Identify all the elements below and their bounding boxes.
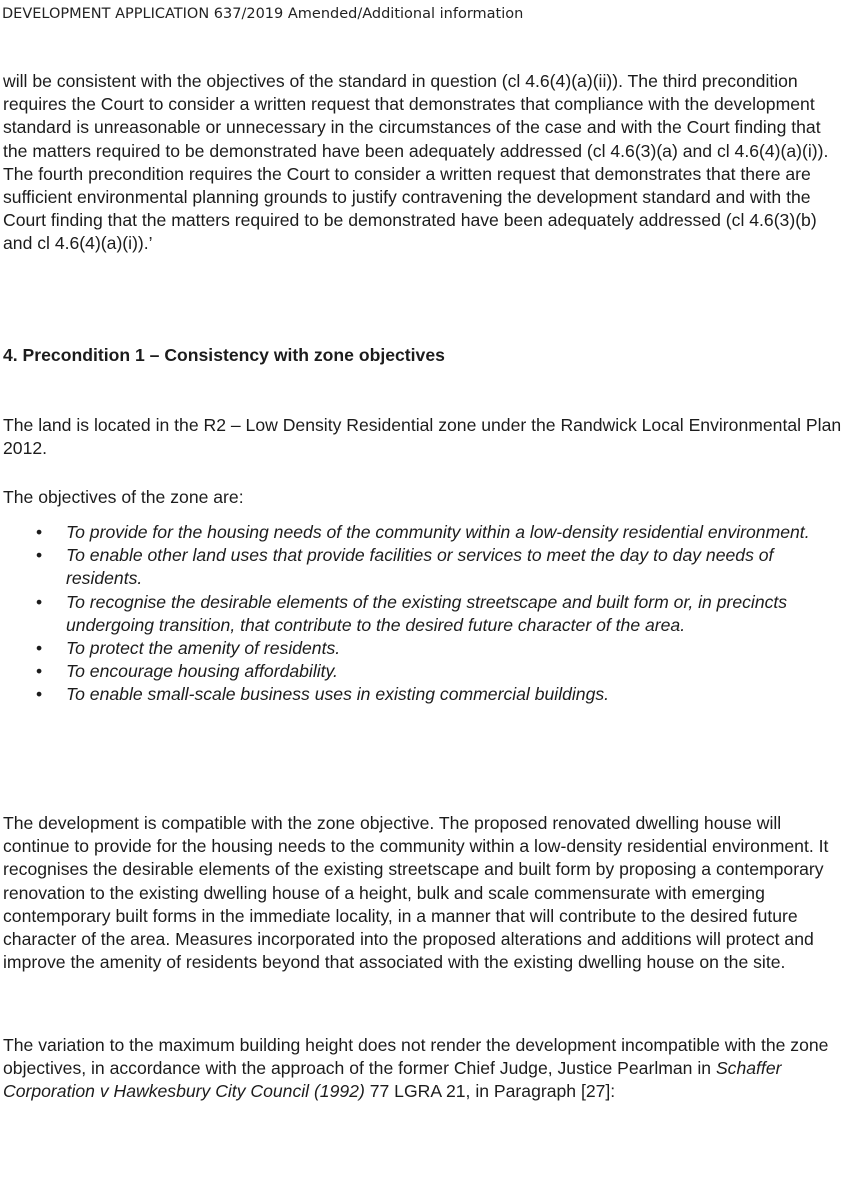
list-item bbox=[0, 637, 826, 660]
list-item bbox=[0, 591, 826, 637]
paragraph-variation-text: The variation to the maximum building height does not render the development incompatible with the zone objectives, in accordance with the approach of the former Chief Judge, Justice Pearlman in bbox=[3, 1035, 829, 1079]
list-item bbox=[0, 544, 826, 590]
list-item-text: To protect the amenity of residents. bbox=[66, 638, 341, 659]
list-item-text: To enable small-scale business uses in existing commercial buildings. bbox=[66, 684, 610, 705]
list-item bbox=[0, 521, 826, 544]
bullet-icon: • bbox=[36, 591, 43, 612]
paragraph-variation-tail: 77 LGRA 21, in Paragraph [27]: bbox=[364, 1081, 616, 1102]
paragraph-zone-location: The land is located in the R2 – Low Density Residential zone under the Randwick Local Environmental Plan 2012. bbox=[3, 415, 842, 459]
paragraph-variation bbox=[3, 1034, 843, 1104]
list-item-text: To provide for the housing needs of the community within a low-density residential environment. bbox=[66, 522, 810, 542]
bullet-icon: • bbox=[36, 545, 43, 566]
list-item-text: To encourage housing affordability. bbox=[66, 661, 338, 682]
bullet-icon: • bbox=[36, 522, 43, 542]
list-item bbox=[0, 683, 826, 706]
paragraph-preconditions: will be consistent with the objectives of the standard in question (cl 4.6(4)(a)(ii)). The third precondition requires the Court to consider a written request that demonstrates that compliance with the development standard is unreasonable or unnecessary in the circumstances of the case and with the Court finding that the matters required to be demonstrated have been adequately addressed (cl 4.6(3)(a) and cl 4.6(4)(a)(i)). The fourth precondition requires the Court to consider a written request that demonstrates that there are sufficient environmental planning grounds to justify contravening the development standard and with the Court finding that the matters required to be demonstrated have been adequately addressed (cl 4.6(3)(b) and cl 4.6(4)(a)(i)).’ bbox=[3, 71, 829, 254]
paragraph-objectives-intro: The objectives of the zone are: bbox=[3, 487, 244, 507]
bullet-icon: • bbox=[36, 638, 43, 659]
list-item bbox=[0, 660, 826, 683]
paragraph-compatibility: The development is compatible with the zone objective. The proposed renovated dwelling house will continue to provide for the housing needs to the community within a low-density residential environment. It recognises the desirable elements of the existing streetscape and built form by proposing a contemporary renovation to the existing dwelling house of a height, bulk and scale commensurate with emerging contemporary built forms in the immediate locality, in a manner that will contribute to the desired future character of the area. Measures incorporated into the proposed alterations and additions will protect and improve the amenity of residents beyond that associated with the existing dwelling house on the site. bbox=[3, 813, 829, 973]
section-heading: 4. Precondition 1 – Consistency with zone objectives bbox=[3, 345, 445, 365]
case-citation: Schaffer Corporation v Hawkesbury City Council (1992) bbox=[3, 1058, 782, 1102]
list-item-text: To recognise the desirable elements of the existing streetscape and built form or, in precincts undergoing transition, that contribute to the desired future character of the area. bbox=[66, 591, 788, 635]
bullet-icon: • bbox=[36, 661, 43, 682]
zone-objectives-list bbox=[0, 521, 849, 707]
bullet-icon: • bbox=[36, 684, 43, 705]
document-header: DEVELOPMENT APPLICATION 637/2019 Amended/Additional information bbox=[2, 6, 524, 22]
list-item-text: To enable other land uses that provide facilities or services to meet the day to day needs of residents. bbox=[66, 545, 774, 589]
